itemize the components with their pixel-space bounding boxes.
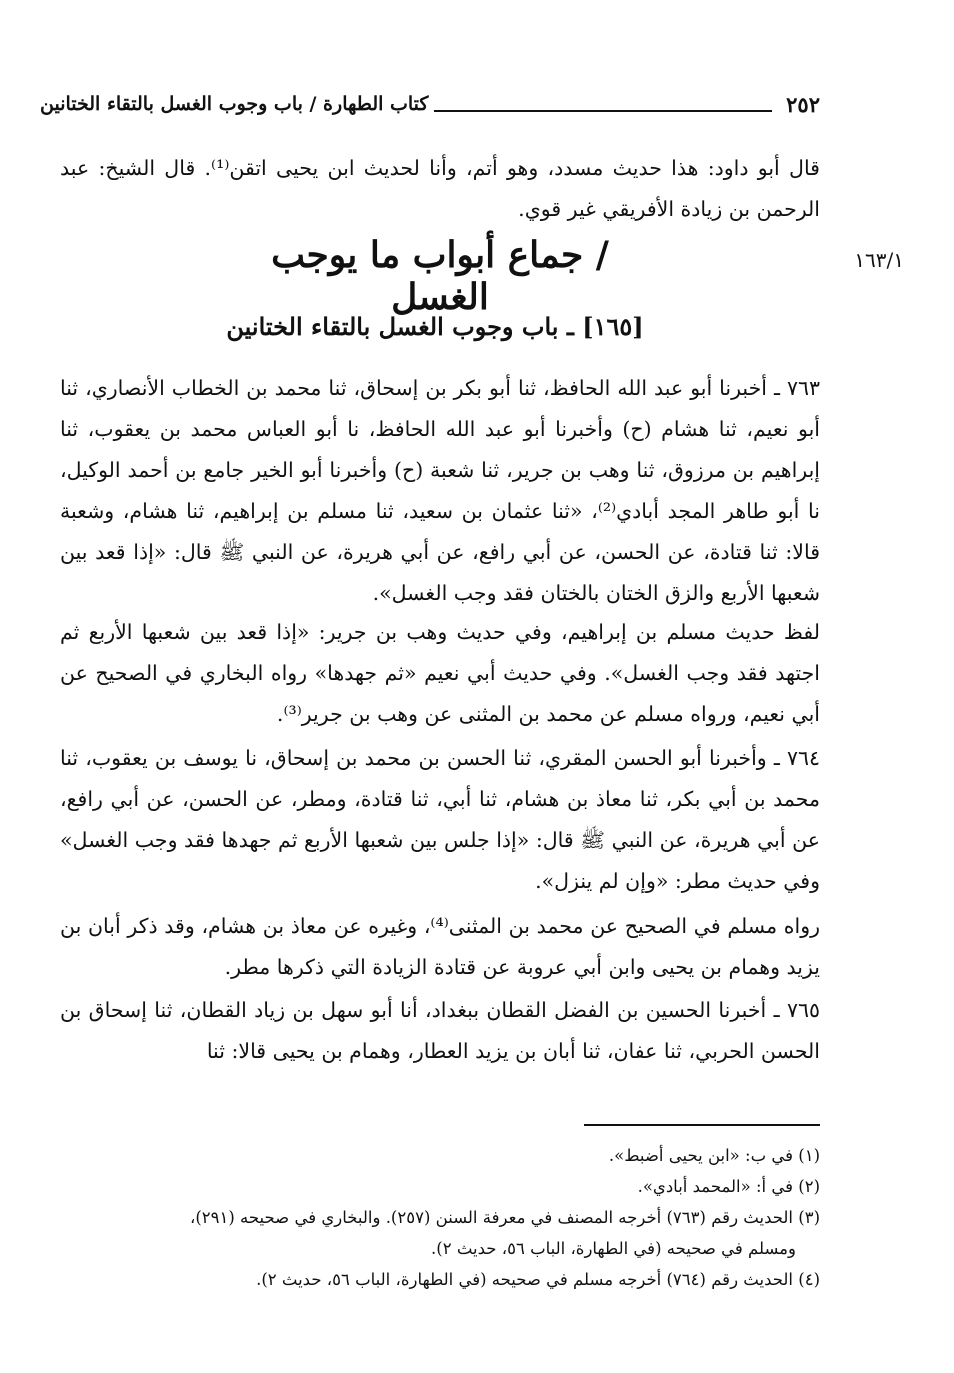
hadith-765: ٧٦٥ ـ أخبرنا الحسين بن الفضل القطان ببغداد، أنا أبو سهل بن زياد القطان، ثنا إسحاق بن الحسن الحربي، ثنا عفان، ثنا أبان بن يزيد العطار، وهمام بن يحيى قالا: ثنا [60, 998, 820, 1063]
running-title: كتاب الطهارة / باب وجوب الغسل بالتقاء الختانين [40, 93, 429, 115]
chapter-title: [١٦٥] ـ باب وجوب الغسل بالتقاء الختانين [226, 312, 644, 341]
page-header [40, 84, 820, 124]
hadith-764: ٧٦٤ ـ وأخبرنا أبو الحسن المقري، ثنا الحسن بن محمد بن إسحاق، نا يوسف بن يعقوب، ثنا محمد بن أبي بكر، ثنا معاذ بن هشام، ثنا أبي، ثنا قتادة، ومطر، عن الحسن، عن أبي رافع، عن أبي هريرة، عن النبي ﷺ قال: «إذا جلس بين شعبها الأربع ثم جهدها فقد وجب الغسل» وفي حديث مطر: «وإن لم ينزل». [60, 746, 820, 893]
footnote-1: (١) في ب: «ابن يحيى أضبط». [608, 1146, 820, 1165]
header-rule [434, 96, 772, 112]
footnote-3-continued: ومسلم في صحيحه (في الطهارة، الباب ٥٦، حديث ٢). [431, 1239, 796, 1258]
intro-paragraph: قال أبو داود: هذا حديث مسدد، وهو أتم، وأنا لحديث ابن يحيى اتقن⁽¹⁾. قال الشيخ: عبد الرحمن بن زيادة الأفريقي غير قوي. [60, 156, 820, 221]
hadith-763: ٧٦٣ ـ أخبرنا أبو عبد الله الحافظ، ثنا أبو بكر بن إسحاق، ثنا محمد بن الخطاب الأنصاري، ثنا أبو نعيم، ثنا هشام (ح) وأخبرنا أبو عبد الله الحافظ، نا أبو العباس محمد بن يعقوب، ثنا إبراهيم بن مرزوق، ثنا وهب بن جرير، ثنا شعبة (ح) وأخبرنا أبو الخير جامع بن أحمد الوكيل، نا أبو طاهر المجد أبادي⁽²⁾، «ثنا عثمان بن سعيد، ثنا مسلم بن إبراهيم، ثنا هشام، وشعبة قالا: ثنا قتادة، عن الحسن، عن أبي رافع، عن أبي هريرة، عن النبي ﷺ قال: «إذا قعد بين شعبها الأربع والزق الختان بالختان فقد وجب الغسل». [60, 376, 820, 605]
footnote-rule [584, 1124, 820, 1126]
commentary-764: رواه مسلم في الصحيح عن محمد بن المثنى⁽⁴⁾، وغيره عن معاذ بن هشام، وقد ذكر أبان بن يزيد وهمام بن يحيى وابن أبي عروبة عن قتادة الزيادة التي ذكرها مطر. [60, 914, 820, 979]
footnote-4: (٤) الحديث رقم (٧٦٤) أخرجه مسلم في صحيحه (في الطهارة، الباب ٥٦، حديث ٢). [256, 1270, 820, 1289]
section-title: / جماع أبواب ما يوجب الغسل [271, 234, 609, 318]
footnote-2: (٢) في أ: «المحمد أبادي». [637, 1177, 820, 1196]
margin-reference: ١٦٣/١ [854, 248, 904, 272]
commentary-763: لفظ حديث مسلم بن إبراهيم، وفي حديث وهب بن جرير: «إذا قعد بين شعبها الأربع ثم اجتهد فقد وجب الغسل». وفي حديث أبي نعيم «ثم جهدها» رواه البخاري في الصحيح عن أبي نعيم، ورواه مسلم عن محمد بن المثنى عن وهب بن جرير⁽³⁾. [60, 620, 820, 726]
page-number: ٢٥٢ [786, 91, 820, 117]
footnote-3: (٣) الحديث رقم (٧٦٣) أخرجه المصنف في معرفة السنن (٢٥٧). والبخاري في صحيحه (٢٩١)، [190, 1208, 820, 1227]
footnotes [40, 1140, 820, 1295]
